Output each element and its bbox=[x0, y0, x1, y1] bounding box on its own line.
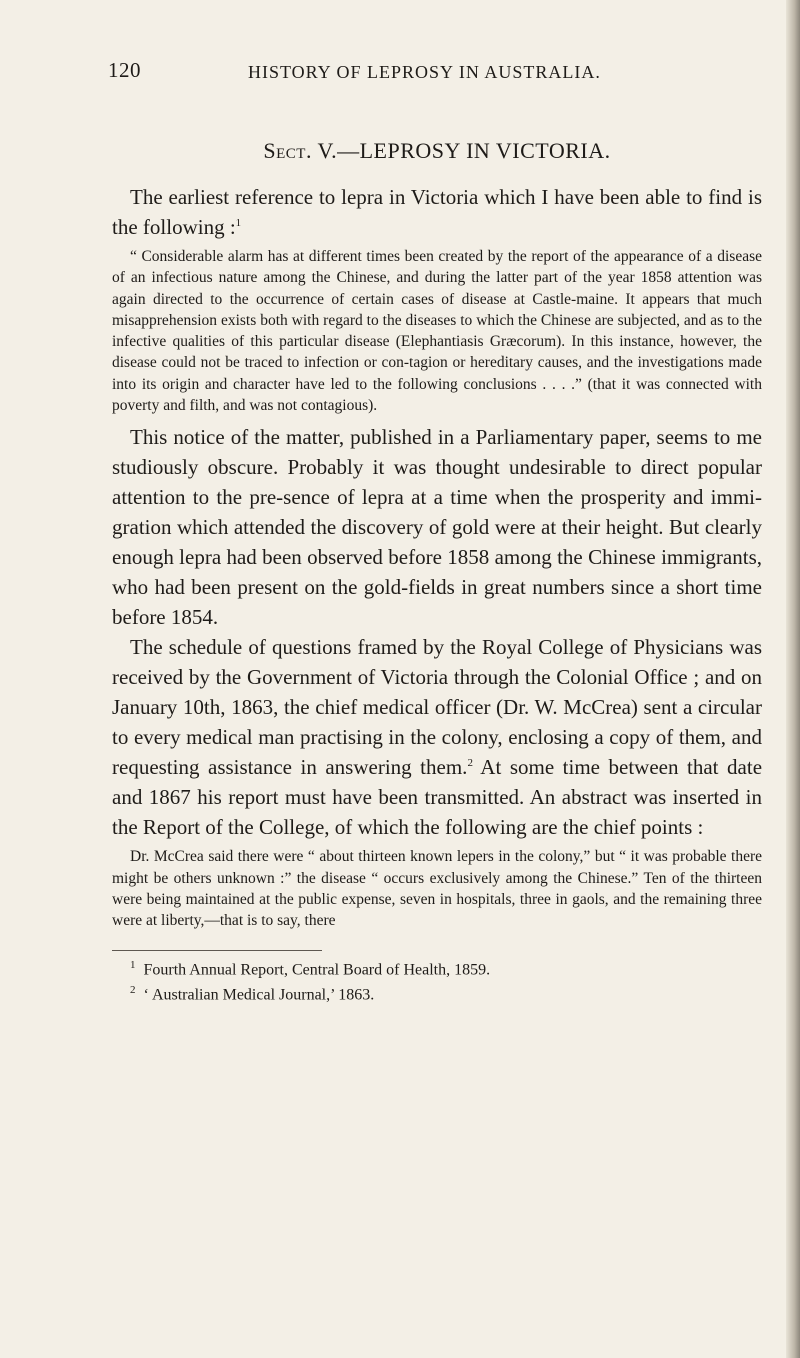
footnote-divider bbox=[112, 950, 322, 951]
footnote-2 bbox=[112, 980, 762, 1005]
footnote-1-mark: 1 bbox=[130, 958, 136, 971]
page-number: 120 bbox=[108, 58, 141, 82]
paragraph-3-continuation: At some time between that date and 1867 his report must have been transmitted. An abstract was inserted in the Report of the College, of which the following are the chief points : bbox=[112, 755, 763, 840]
footnote-2-mark: 2 bbox=[130, 983, 136, 996]
block-quote-1: “ Considerable alarm has at different times been created by the report of the appearance of a disease of an infectious nature among the Chinese, and during the latter part of the year 1858 attention was again directed to the occurrence of certain cases of disease at Castle-maine. It appears that much misapprehension exists both with regard to the diseases to which the Chinese are subjected, and as to the infective qualities of this particular disease (Elephantiasis Græcorum). In this instance, however, the disease could not be traced to infection or con-tagion or hereditary causes, and the investigations made into its origin and character have led to the following conclusions . . . .” (that it was connected with poverty and filth, and was not contagious). bbox=[112, 248, 762, 415]
footnote-1-text: Fourth Annual Report, Central Board of Health, 1859. bbox=[143, 960, 491, 978]
page-edge-shadow bbox=[786, 0, 800, 1358]
section-prefix: Sect. V. bbox=[263, 138, 338, 163]
running-head bbox=[108, 58, 762, 98]
footnote-1 bbox=[112, 955, 762, 980]
footnote-ref-2[interactable]: 2 bbox=[467, 757, 473, 770]
footnotes bbox=[112, 955, 762, 1006]
block-quote-2: Dr. McCrea said there were “ about thirteen known lepers in the colony,” but “ it was probable there might be others unknown :” the disease “ occurs exclusively among the Chinese.” Ten of the thirteen were being maintained at the public expense, seven in hospitals, three in gaols, and the remaining three were at liberty,—that is to say, there bbox=[112, 848, 762, 930]
paragraph-1 bbox=[112, 182, 762, 242]
book-page bbox=[108, 58, 763, 1005]
paragraph-1-text: The earliest reference to lepra in Victoria which I have been able to find is the following : bbox=[112, 185, 762, 239]
paragraph-2: This notice of the matter, published in a Parliamentary paper, seems to me studiously obscure. Probably it was thought undesirable to direct popular attention to the pre-sence of lepra at a time when the prosperity and immi-gration which attended the discovery of gold were at their height. But clearly enough lepra had been observed before 1858 among the Chinese immigrants, who had been present on the gold-fields in great numbers since a short time before 1854. bbox=[112, 425, 762, 630]
footnote-ref-1[interactable]: 1 bbox=[235, 217, 242, 229]
section-heading bbox=[112, 138, 762, 164]
running-title: HISTORY OF LEPROSY IN AUSTRALIA. bbox=[248, 62, 601, 82]
paragraph-3 bbox=[112, 632, 762, 842]
section-title: —LEPROSY IN VICTORIA. bbox=[337, 138, 611, 163]
footnote-2-text: ‘ Australian Medical Journal,’ 1863. bbox=[143, 986, 375, 1004]
paragraph-3-text: The schedule of questions framed by the Royal College of Physicians was received by the Government of Victoria through the Colonial Office ; and on January 10th, 1863, the chief medical officer (Dr. W. McCrea) sent a circular to every medical man practising in the colony, enclosing a copy of them, and requesting assistance in answering them. bbox=[112, 635, 762, 780]
